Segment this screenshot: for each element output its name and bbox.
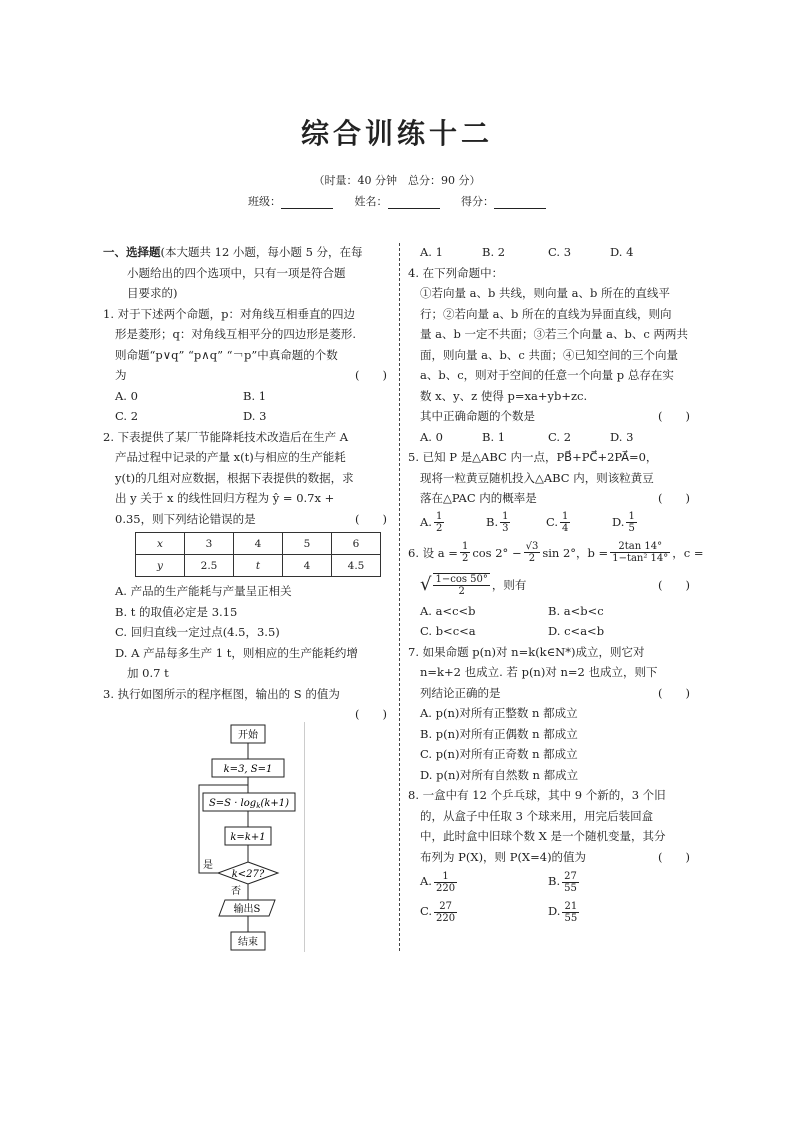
option-c[interactable]: C. $\frac{1}{4}$ bbox=[546, 511, 569, 534]
option-b[interactable]: B. t 的取值必定是 3.15 bbox=[115, 604, 238, 619]
flow-no: 否 bbox=[231, 886, 241, 897]
option-c[interactable]: C. b<c<a bbox=[420, 624, 476, 638]
class-label: 班级： bbox=[248, 195, 281, 208]
flowchart bbox=[195, 722, 305, 954]
option-b[interactable]: B. 1 bbox=[482, 429, 506, 444]
flow-end: 结束 bbox=[238, 937, 258, 948]
flowchart-rule bbox=[304, 722, 305, 952]
exam-meta: （时量：40 分钟 总分：90 分） bbox=[313, 174, 481, 187]
option-c[interactable]: C. 2 bbox=[548, 429, 572, 444]
flow-start: 开始 bbox=[238, 730, 258, 741]
option-a[interactable]: A. $\frac{1}{220}$ bbox=[420, 870, 456, 894]
answer-paren: ( ) bbox=[355, 511, 387, 526]
answer-paren: ( ) bbox=[355, 707, 387, 721]
option-d[interactable]: D. $\frac{21}{55}$ bbox=[548, 900, 578, 924]
option-b[interactable]: B. a<b<c bbox=[548, 603, 604, 618]
answer-paren: ( ) bbox=[658, 577, 690, 592]
left-column bbox=[103, 242, 387, 725]
right-column bbox=[408, 242, 704, 927]
option-c[interactable]: C. 2 bbox=[115, 409, 139, 423]
option-a[interactable]: A. 0 bbox=[115, 388, 138, 403]
name-blank bbox=[388, 198, 440, 209]
data-table bbox=[135, 532, 381, 577]
column-divider bbox=[399, 243, 400, 951]
option-c[interactable]: C. 回归直线一定过点(4.5，3.5) bbox=[115, 625, 280, 639]
option-d[interactable]: D. A 产品每多生产 1 t，则相应的生产能耗约增 bbox=[115, 645, 358, 660]
question-3: 3. 执行如图所示的程序框图，输出的 S 的值为 ( ) bbox=[103, 684, 387, 705]
question-4: 4. 在下列命题中： ①若向量 a、b 共线，则向量 a、b 所在的直线平 行；②若向量 a、b 所在的直线为异面直线，则向 量 a、b 一定不共面；③若三个向量 a、b、c 两两共 面，则向量 a、b、c 共面；④已知空间的三个向量 a、b、c，则对于空间的任意一个向量 p 总存在实 数 x、y、z 使得 p=xa+yb+zc. 其中正确命题的个数是 ( ) A. 0 B. 1 C. 2 D. 3 bbox=[408, 263, 690, 448]
flow-cond: k<27? bbox=[231, 869, 265, 880]
question-7: 7. 如果命题 p(n)对 n=k(k∈N*)成立，则它对 n=k+2 也成立. 若 p(n)对 n=2 也成立，则下 列结论正确的是 ( ) A. p(n)对所有正整数 n 都成立 B. p(n)对所有正偶数 n 都成立 C. p(n)对所有正奇数 n 都成立 D. p(n)对所有自然数 n 都成立 bbox=[408, 642, 690, 786]
score-blank bbox=[494, 198, 546, 209]
option-b[interactable]: B. p(n)对所有正偶数 n 都成立 bbox=[420, 726, 578, 741]
flow-out: 输出S bbox=[233, 904, 261, 915]
answer-paren: ( ) bbox=[658, 491, 690, 505]
question-8: 8. 一盒中有 12 个乒乓球，其中 9 个新的，3 个旧 的，从盒子中任取 3 个球来用，用完后装回盒 中，此时盒中旧球个数 X 是一个随机变量，其分 布列为 P(X)，则 P(X=4)的值为 ( ) A. $\frac{1}{220}$ B. $\frac{27}{55}$ C. $\frac{27}{220}$ D. $\frac{21}{55}$ bbox=[408, 788, 690, 924]
question-6: 6. 设 a = $\frac{1}{2}$ cos 2° − $\frac{√3}{2}$ sin 2°，b = $\frac{2\tan 14^\circ}{\text{1−tan² 14°}}$ ，c = √ $\frac{1-\cos 50^\circ}{2}$ ，则有 ( ) A. a<c<b B. a<b<c C. b<c<a D. c<a<b bbox=[408, 537, 690, 642]
option-a[interactable]: A. p(n)对所有正整数 n 都成立 bbox=[420, 706, 578, 720]
q3-options bbox=[408, 242, 690, 263]
option-d[interactable]: D. 3 bbox=[243, 409, 267, 423]
question-1: 1. 对于下述两个命题，p：对角线互相垂直的四边 形是菱形；q：对角线互相平分的四边形是菱形. 则命题“p∨q” “p∧q” “￢p”中真命题的个数 为 ( ) A. 0 B. 1 C. 2 D. 3 bbox=[103, 304, 387, 427]
class-blank bbox=[281, 198, 333, 209]
flow-init: k=3, S=1 bbox=[223, 764, 273, 775]
question-2: 2. 下表提供了某厂节能降耗技术改造后在生产 A 产品过程中记录的产量 x(t)与相应的生产能耗 y(t)的几组对应数据，根据下表提供的数据，求 出 y 关于 x 的线性回归方程为 ŷ = 0.7x + 0.35，则下列结论错误的是 ( ) x 3 4 5 6 y 2.5 t 4 4.5 A. 产品的生产能耗与产量呈正相关 B. t 的取值必定是 3.15 C. 回归直线一定过点(4.5，3.5) D. A 产品每多生产 1 t，则相应的生产能耗约增 加 0.7 t bbox=[103, 429, 387, 680]
table-row: y 2.5 t 4 4.5 bbox=[136, 555, 381, 577]
section-desc: 小题给出的四个选项中，只有一项是符合题 bbox=[127, 265, 346, 280]
flow-inc: k=k+1 bbox=[230, 832, 266, 843]
option-b[interactable]: B. 1 bbox=[243, 388, 267, 403]
answer-paren: ( ) bbox=[658, 849, 690, 864]
section-heading: 一、选择题(本大题共 12 小题，每小题 5 分，在每 bbox=[103, 245, 363, 259]
option-d[interactable]: D. c<a<b bbox=[548, 624, 605, 638]
option-a[interactable]: A. a<c<b bbox=[420, 603, 476, 618]
option-a[interactable]: A. 0 bbox=[420, 429, 443, 444]
option-a[interactable]: A. $\frac{1}{2}$ bbox=[420, 511, 443, 534]
answer-paren: ( ) bbox=[658, 685, 690, 700]
answer-paren: ( ) bbox=[658, 409, 690, 423]
answer-paren: ( ) bbox=[355, 368, 387, 382]
option-b[interactable]: B. $\frac{1}{3}$ bbox=[486, 511, 509, 534]
name-label: 姓名： bbox=[354, 195, 388, 208]
section-desc: 目要求的) bbox=[127, 286, 178, 300]
score-label: 得分： bbox=[461, 195, 494, 208]
question-5: 5. 已知 P 是△ABC 内一点，PB⃗+PC⃗+2PA⃗=0， 现将一粒黄豆随机投入△ABC 内，则该粒黄豆 落在△PAC 内的概率是 ( ) A. $\frac{1}{2}$ B. $\frac{1}{3}$ C. $\frac{1}{4}$ D. $\frac{1}{5}$ bbox=[408, 450, 690, 534]
option-b[interactable]: B. 2 bbox=[482, 245, 506, 259]
option-d[interactable]: D. 3 bbox=[610, 429, 634, 444]
option-c[interactable]: C. 3 bbox=[548, 245, 572, 259]
option-a[interactable]: A. 1 bbox=[420, 245, 443, 259]
student-info bbox=[0, 193, 794, 209]
option-d[interactable]: D. 4 bbox=[610, 245, 634, 259]
option-c[interactable]: C. $\frac{27}{220}$ bbox=[420, 900, 456, 924]
table-row: x 3 4 5 6 bbox=[136, 533, 381, 555]
page-title: 综合训练十二 bbox=[300, 117, 493, 150]
option-a[interactable]: A. 产品的生产能耗与产量呈正相关 bbox=[115, 584, 292, 598]
option-d[interactable]: D. p(n)对所有自然数 n 都成立 bbox=[420, 767, 579, 782]
option-d[interactable]: D. $\frac{1}{5}$ bbox=[612, 511, 635, 534]
sqrt-sign: √ bbox=[420, 574, 432, 595]
flow-calc: $S=S \cdot \log_k(k+1)$ bbox=[208, 798, 290, 810]
option-c[interactable]: C. p(n)对所有正奇数 n 都成立 bbox=[420, 747, 578, 761]
flow-yes: 是 bbox=[203, 860, 213, 871]
option-b[interactable]: B. $\frac{27}{55}$ bbox=[548, 870, 577, 894]
